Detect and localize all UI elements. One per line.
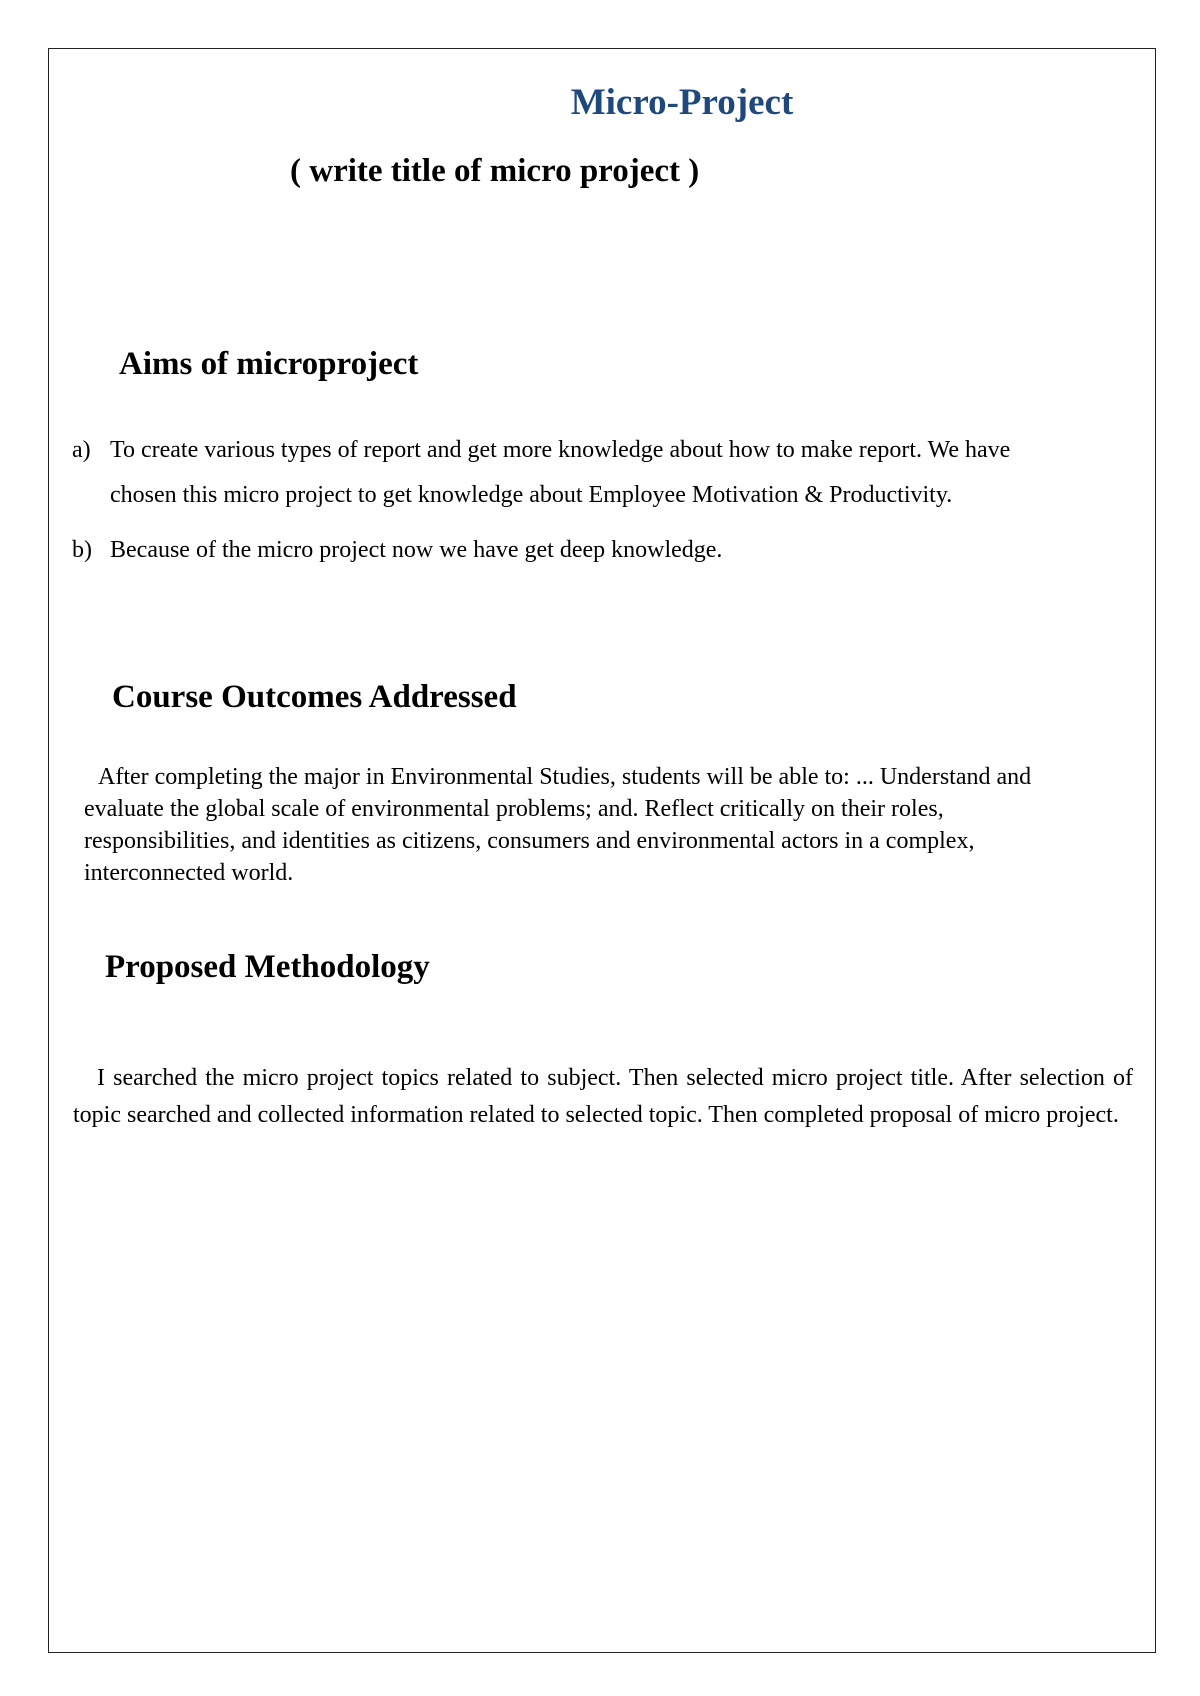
aims-text-b: Because of the micro project now we have get deep knowledge. [110, 537, 723, 563]
aims-heading: Aims of microproject [119, 346, 419, 382]
aims-marker-a: a) [72, 437, 91, 463]
aims-list [72, 434, 1032, 573]
methodology-text: I searched the micro project topics related to subject. Then selected micro project title. After selection of topic searched and collected information related to selected topic. Then completed proposal of micro project. [73, 1065, 1133, 1128]
aims-item-b [72, 528, 1032, 573]
methodology-heading: Proposed Methodology [105, 949, 430, 985]
aims-item-a [72, 428, 1032, 518]
document-subtitle: ( write title of micro project ) [290, 153, 700, 189]
course-outcomes-heading: Course Outcomes Addressed [112, 679, 517, 715]
aims-text-a: To create various types of report and get more knowledge about how to make report. We have chosen this micro project to get knowledge about Employee Motivation & Productivity. [110, 437, 1011, 508]
document-title: Micro-Project [570, 82, 794, 123]
aims-marker-b: b) [72, 537, 92, 563]
course-outcomes-text: After completing the major in Environmental Studies, students will be able to: ... Understand and evaluate the global scale of environmental problems; and. Reflect critically on their roles, responsibilities, and identities as citizens, consumers and environmental actors in a complex, interconnected world. [84, 764, 1032, 886]
